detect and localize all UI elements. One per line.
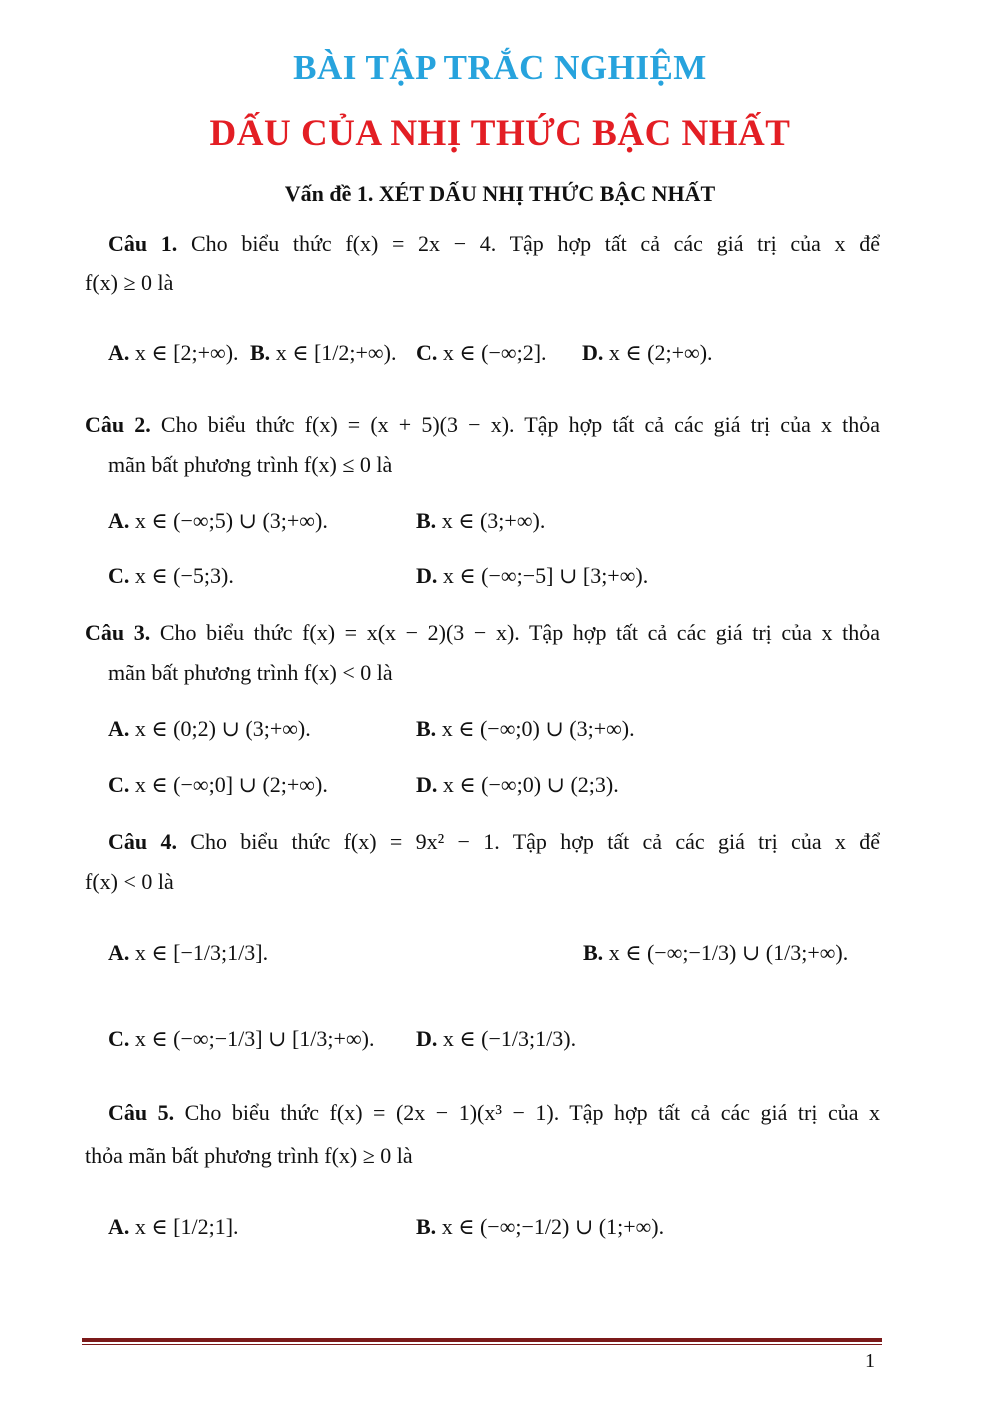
footer-rule-thin [82, 1344, 882, 1345]
page-title: BÀI TẬP TRẮC NGHIỆM [293, 48, 707, 87]
q5-option-a[interactable]: A. x ∈ [1/2;1]. [108, 1214, 239, 1239]
q3-text-line2: mãn bất phương trình f(x) < 0 là [108, 660, 393, 685]
page-subtitle: DẤU CỦA NHỊ THỨC BẬC NHẤT [209, 113, 791, 154]
q1-text-line1: Câu 1. Cho biểu thức f(x) = 2x − 4. Tập hợp tất cả các giá trị của x để [108, 231, 880, 256]
q2-option-a[interactable]: A. x ∈ (−∞;5) ∪ (3;+∞). [108, 508, 328, 533]
q5-text-line2: thỏa mãn bất phương trình f(x) ≥ 0 là [85, 1143, 413, 1168]
q5-text-line1: Câu 5. Cho biểu thức f(x) = (2x − 1)(x³ − 1). Tập hợp tất cả các giá trị của x [108, 1100, 881, 1125]
q4-text-line2: f(x) < 0 là [85, 869, 174, 894]
q3-option-d[interactable]: D. x ∈ (−∞;0) ∪ (2;3). [416, 772, 619, 797]
q1-option-c[interactable]: C. x ∈ (−∞;2]. [416, 340, 547, 365]
q1-text-line2: f(x) ≥ 0 là [85, 270, 174, 295]
q4-option-a[interactable]: A. x ∈ [−1/3;1/3]. [108, 940, 269, 965]
q3-text-line1: Câu 3. Cho biểu thức f(x) = x(x − 2)(3 − x). Tập hợp tất cả các giá trị của x thỏa [85, 620, 881, 645]
q3-option-a[interactable]: A. x ∈ (0;2) ∪ (3;+∞). [108, 716, 311, 741]
q2-text-line2: mãn bất phương trình f(x) ≤ 0 là [108, 452, 393, 477]
section-heading: Vấn đề 1. XÉT DẤU NHỊ THỨC BẬC NHẤT [284, 181, 716, 206]
q4-option-b[interactable]: B. x ∈ (−∞;−1/3) ∪ (1/3;+∞). [583, 940, 849, 965]
q4-option-d[interactable]: D. x ∈ (−1/3;1/3). [416, 1026, 577, 1051]
q4-option-c[interactable]: C. x ∈ (−∞;−1/3] ∪ [1/3;+∞). [108, 1026, 375, 1051]
page-number: 1 [865, 1350, 875, 1372]
q5-option-b[interactable]: B. x ∈ (−∞;−1/2) ∪ (1;+∞). [416, 1214, 665, 1239]
q2-option-b[interactable]: B. x ∈ (3;+∞). [416, 508, 546, 533]
q4-text-line1: Câu 4. Cho biểu thức f(x) = 9x² − 1. Tập hợp tất cả các giá trị của x để [108, 829, 881, 854]
footer-rule-thick [82, 1338, 882, 1342]
q2-option-c[interactable]: C. x ∈ (−5;3). [108, 563, 234, 588]
q1-option-d[interactable]: D. x ∈ (2;+∞). [582, 340, 713, 365]
q3-option-b[interactable]: B. x ∈ (−∞;0) ∪ (3;+∞). [416, 716, 635, 741]
q1-option-b[interactable]: B. x ∈ [1/2;+∞). [250, 340, 397, 365]
q1-option-a[interactable]: A. x ∈ [2;+∞). [108, 340, 239, 365]
q3-option-c[interactable]: C. x ∈ (−∞;0] ∪ (2;+∞). [108, 772, 328, 797]
q2-option-d[interactable]: D. x ∈ (−∞;−5] ∪ [3;+∞). [416, 563, 649, 588]
q2-text-line1: Câu 2. Cho biểu thức f(x) = (x + 5)(3 − x). Tập hợp tất cả các giá trị của x thỏa [85, 412, 880, 437]
